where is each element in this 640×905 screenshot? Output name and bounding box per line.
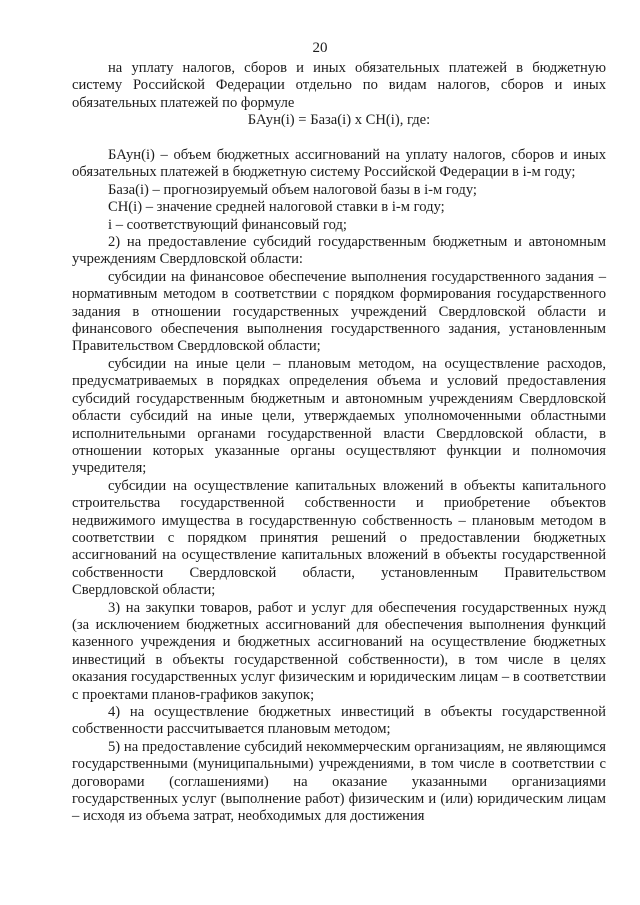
paragraph-definition-rate: СН(i) – значение средней налоговой ставки в i-м году; <box>108 199 445 216</box>
paragraph-item-4: 4) на осуществление бюджетных инвестиций в объекты государственной собственности рассчитывается плановым методом; <box>72 704 606 738</box>
paragraph-subsidy-other: субсидии на иные цели – плановым методом, на осуществление расходов, предусматриваемых в порядках определения объема и условий предоставления субсидий государственным бюджетным и автономным учреждениям Свердловской области субсидий на иные цели, утверждаемых уполномоченными областными исполнительными органами государственной власти Свердловской области, в отношении которых указанные органы осуществляют функции и полномочия учредителя; <box>72 355 606 477</box>
paragraph-item-2: 2) на предоставление субсидий государственным бюджетным и автономным учреждениям Свердловской области: <box>72 234 606 268</box>
document-body <box>72 60 606 826</box>
paragraph-subsidy-task: субсидии на финансовое обеспечение выполнения государственного задания – нормативным методом в соответствии с порядком формирования государственного задания в отношении государственных учреждений Свердловской области и финансового обеспечения выполнения государственного задания, установленным Правительством Свердловской области; <box>72 268 606 355</box>
paragraph-definition-year: i – соответствующий финансовый год; <box>108 216 347 233</box>
formula: БАун(i) = База(i) х СН(i), где: <box>247 112 431 129</box>
paragraph-definition-baun: БАун(i) – объем бюджетных ассигнований на уплату налогов, сборов и иных обязательных платежей в бюджетную систему Российской Федерации в i-м году; <box>72 147 606 181</box>
paragraph-definition-base: База(i) – прогнозируемый объем налоговой базы в i-м году; <box>108 181 477 198</box>
paragraph-subsidy-capital: субсидии на осуществление капитальных вложений в объекты капитального строительства государственной собственности и приобретение объектов недвижимого имущества в государственную собственность – плановым методом в соответствии с порядком принятия решений о предоставлении бюджетных ассигнований на осуществление капитальных вложений в объекты государственной собственности Свердловской области, установленным Правительством Свердловской области; <box>72 477 606 599</box>
paragraph-item-5: 5) на предоставление субсидий некоммерческим организациям, не являющимся государственными (муниципальными) учреждениями, в том числе в соответствии с договорами (соглашениями) на оказание указанными организациями государственных услуг (выполнение работ) физическим и (или) юридическим лицам – исходя из объема затрат, необходимых для достижения <box>72 738 606 825</box>
paragraph-item-3: 3) на закупки товаров, работ и услуг для обеспечения государственных нужд (за исключением бюджетных ассигнований для обеспечения выполнения функций казенного учреждения и бюджетных ассигнований на осуществление бюджетных инвестиций в объекты государственной собственности), в том числе в целях оказания государственных услуг физическим и юридическим лицам – в соответствии с проектами планов-графиков закупок; <box>72 599 606 703</box>
page-number: 20 <box>312 40 328 56</box>
paragraph-intro: на уплату налогов, сборов и иных обязательных платежей в бюджетную систему Российской Федерации отдельно по видам налогов, сборов и иных обязательных платежей по формуле <box>72 60 606 111</box>
